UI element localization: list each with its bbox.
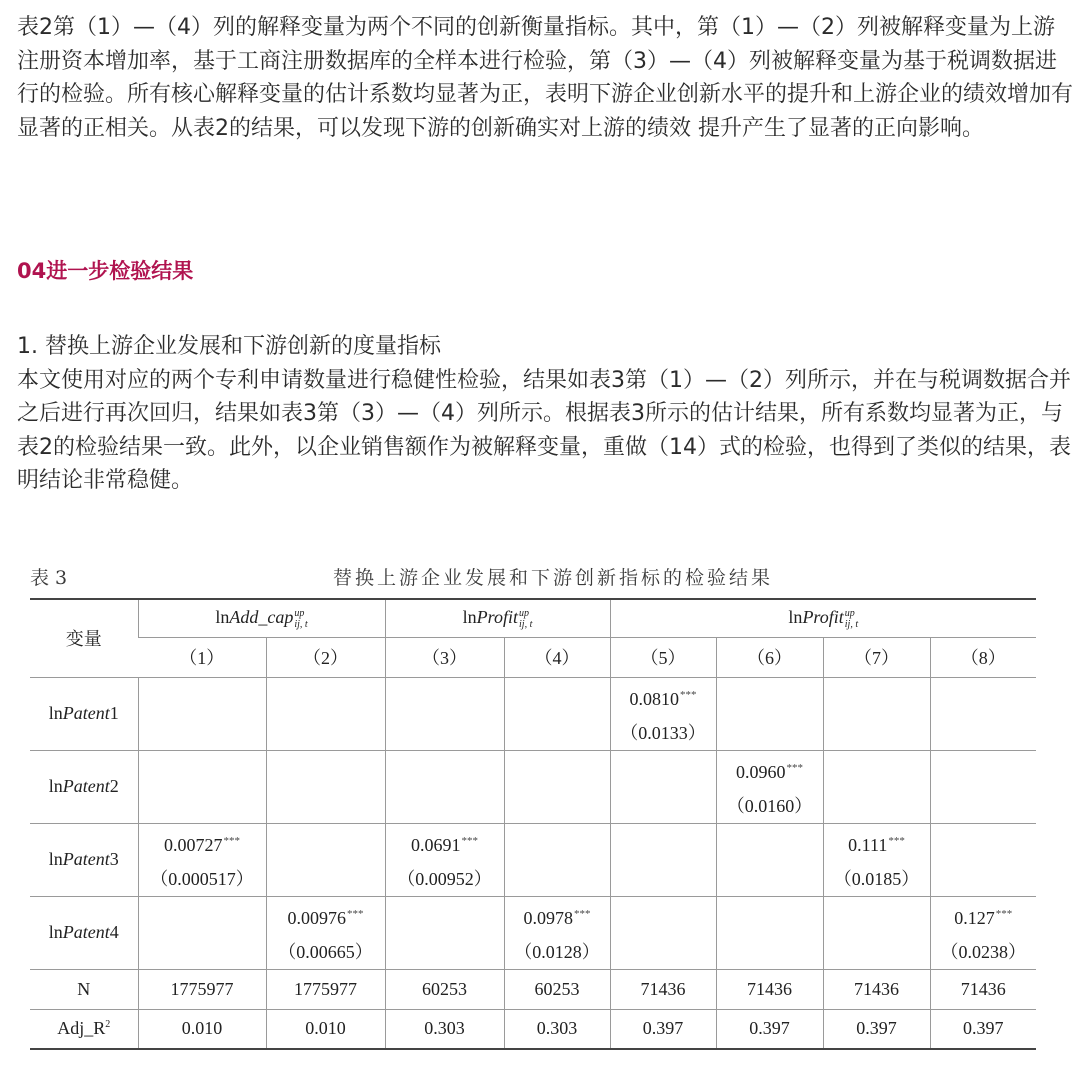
table-cell	[266, 750, 385, 823]
observations-value: 71436	[823, 969, 930, 1009]
table-cell	[823, 823, 930, 896]
table-cell	[266, 823, 385, 896]
column-number: （8）	[930, 637, 1036, 677]
table-cell	[610, 750, 716, 823]
column-number: （5）	[610, 637, 716, 677]
variable-header: 变量	[30, 599, 138, 677]
group-header-2: lnProfit up ij, t	[385, 599, 610, 637]
standard-error: （0.0128）	[514, 941, 600, 962]
significance-stars: ***	[995, 907, 1013, 920]
table-caption	[30, 563, 1036, 593]
column-number: （1）	[138, 637, 266, 677]
column-number: （7）	[823, 637, 930, 677]
observations-row	[30, 969, 1036, 1009]
table-cell	[930, 677, 1036, 750]
table-label: 表 3	[30, 567, 68, 589]
table-cell	[504, 823, 610, 896]
coefficient: 0.0810	[629, 688, 680, 709]
subsection-title: 1. 替换上游企业发展和下游创新的度量指标	[17, 334, 441, 359]
standard-error: （0.000517）	[150, 868, 254, 889]
adj-r2-value: 0.010	[266, 1009, 385, 1049]
table-cell	[610, 823, 716, 896]
column-number: （4）	[504, 637, 610, 677]
body-paragraph-1: 表2第（1）—（4）列的解释变量为两个不同的创新衡量指标。其中，第（1）—（2）列被解释变量为上游注册资本增加率，基于工商注册数据库的全样本进行检验，第（3）—（4）列被解释变量为基于税调数据进行的检验。所有核心解释变量的估计系数均显著为正，表明下游企业创新水平的提升和上游企业的绩效增加有显著的正相关。从表2的结果，可以发现下游的创新确实对上游的绩效 提升产生了显著的正向影响。	[17, 15, 1074, 141]
coefficient: 0.111	[848, 834, 888, 855]
adj-r2-value: 0.397	[716, 1009, 823, 1049]
group-header-3: lnProfit up ij, t	[610, 599, 1036, 637]
adj-r2-value: 0.397	[930, 1009, 1036, 1049]
adj-r2-value: 0.397	[823, 1009, 930, 1049]
significance-stars: ***	[574, 907, 591, 920]
table-cell	[138, 750, 266, 823]
table-cell	[504, 750, 610, 823]
table-cell	[716, 750, 823, 823]
column-number: （6）	[716, 637, 823, 677]
table-cell	[930, 823, 1036, 896]
table-cell	[716, 677, 823, 750]
row-variable-label: lnPatent4	[30, 896, 138, 969]
observations-value: 1775977	[266, 969, 385, 1009]
column-number: （2）	[266, 637, 385, 677]
table-cell	[930, 750, 1036, 823]
significance-stars: ***	[680, 688, 697, 701]
standard-error: （0.0238）	[940, 941, 1027, 962]
table-cell	[138, 896, 266, 969]
table-cell	[385, 677, 504, 750]
standard-error: （0.00665）	[278, 941, 373, 962]
table-title: 替换上游企业发展和下游创新指标的检验结果	[332, 567, 773, 589]
table-cell	[823, 677, 930, 750]
table-row	[30, 823, 1036, 896]
adj-r2-value: 0.303	[385, 1009, 504, 1049]
results-table	[30, 598, 1036, 1050]
observations-value: 71436	[610, 969, 716, 1009]
table-cell	[385, 750, 504, 823]
table-cell	[823, 750, 930, 823]
group-header-row	[30, 599, 1036, 637]
coefficient: 0.00976	[287, 907, 346, 928]
coefficient: 0.127	[954, 907, 995, 928]
row-variable-label: lnPatent3	[30, 823, 138, 896]
significance-stars: ***	[347, 907, 364, 920]
table-cell	[266, 677, 385, 750]
observations-value: 60253	[385, 969, 504, 1009]
section-heading: 04进一步检验结果	[17, 259, 194, 283]
coefficient: 0.0960	[736, 761, 786, 782]
coefficient: 0.0978	[523, 907, 573, 928]
table-row	[30, 750, 1036, 823]
column-number-row	[30, 637, 1036, 677]
coefficient: 0.00727	[164, 834, 223, 855]
table-cell	[930, 896, 1036, 969]
significance-stars: ***	[786, 761, 804, 774]
observations-value: 1775977	[138, 969, 266, 1009]
table-cell	[610, 896, 716, 969]
table-cell	[716, 896, 823, 969]
subsection-text: 本文使用对应的两个专利申请数量进行稳健性检验，结果如表3第（1）—（2）列所示，并在与税调数据合并之后进行再次回归，结果如表3第（3）—（4）列所示。根据表3所示的估计结果，所有系数均显著为正，与表2的检验结果一致。此外，以企业销售额作为被解释变量，重做（14）式的检验，也得到了类似的结果，表明结论非常稳健。	[17, 367, 1071, 493]
group-header-1: lnAdd_cap up ij, t	[138, 599, 385, 637]
row-variable-label: lnPatent2	[30, 750, 138, 823]
table-cell	[385, 823, 504, 896]
significance-stars: ***	[888, 834, 905, 847]
standard-error: （0.0133）	[620, 722, 706, 743]
significance-stars: ***	[461, 834, 478, 847]
adj-r2-value: 0.010	[138, 1009, 266, 1049]
table-row	[30, 677, 1036, 750]
adj-r2-value: 0.303	[504, 1009, 610, 1049]
column-number: （3）	[385, 637, 504, 677]
table-cell	[504, 896, 610, 969]
standard-error: （0.00952）	[397, 868, 492, 889]
significance-stars: ***	[223, 834, 240, 847]
table-row	[30, 896, 1036, 969]
body-paragraph-2	[17, 330, 1075, 498]
adj-r2-value: 0.397	[610, 1009, 716, 1049]
table-cell	[385, 896, 504, 969]
standard-error: （0.0185）	[833, 868, 920, 889]
table-cell	[138, 823, 266, 896]
table-cell	[716, 823, 823, 896]
observations-label: N	[30, 969, 138, 1009]
adj-r2-label: $Adj\_R^2$	[30, 1009, 138, 1049]
standard-error: （0.0160）	[726, 795, 813, 816]
table-cell	[266, 896, 385, 969]
observations-value: 60253	[504, 969, 610, 1009]
table-cell	[823, 896, 930, 969]
table-cell	[610, 677, 716, 750]
observations-value: 71436	[930, 969, 1036, 1009]
coefficient: 0.0691	[411, 834, 461, 855]
table-cell	[138, 677, 266, 750]
table-cell	[504, 677, 610, 750]
row-variable-label: lnPatent1	[30, 677, 138, 750]
adj-r2-row	[30, 1009, 1036, 1049]
observations-value: 71436	[716, 969, 823, 1009]
